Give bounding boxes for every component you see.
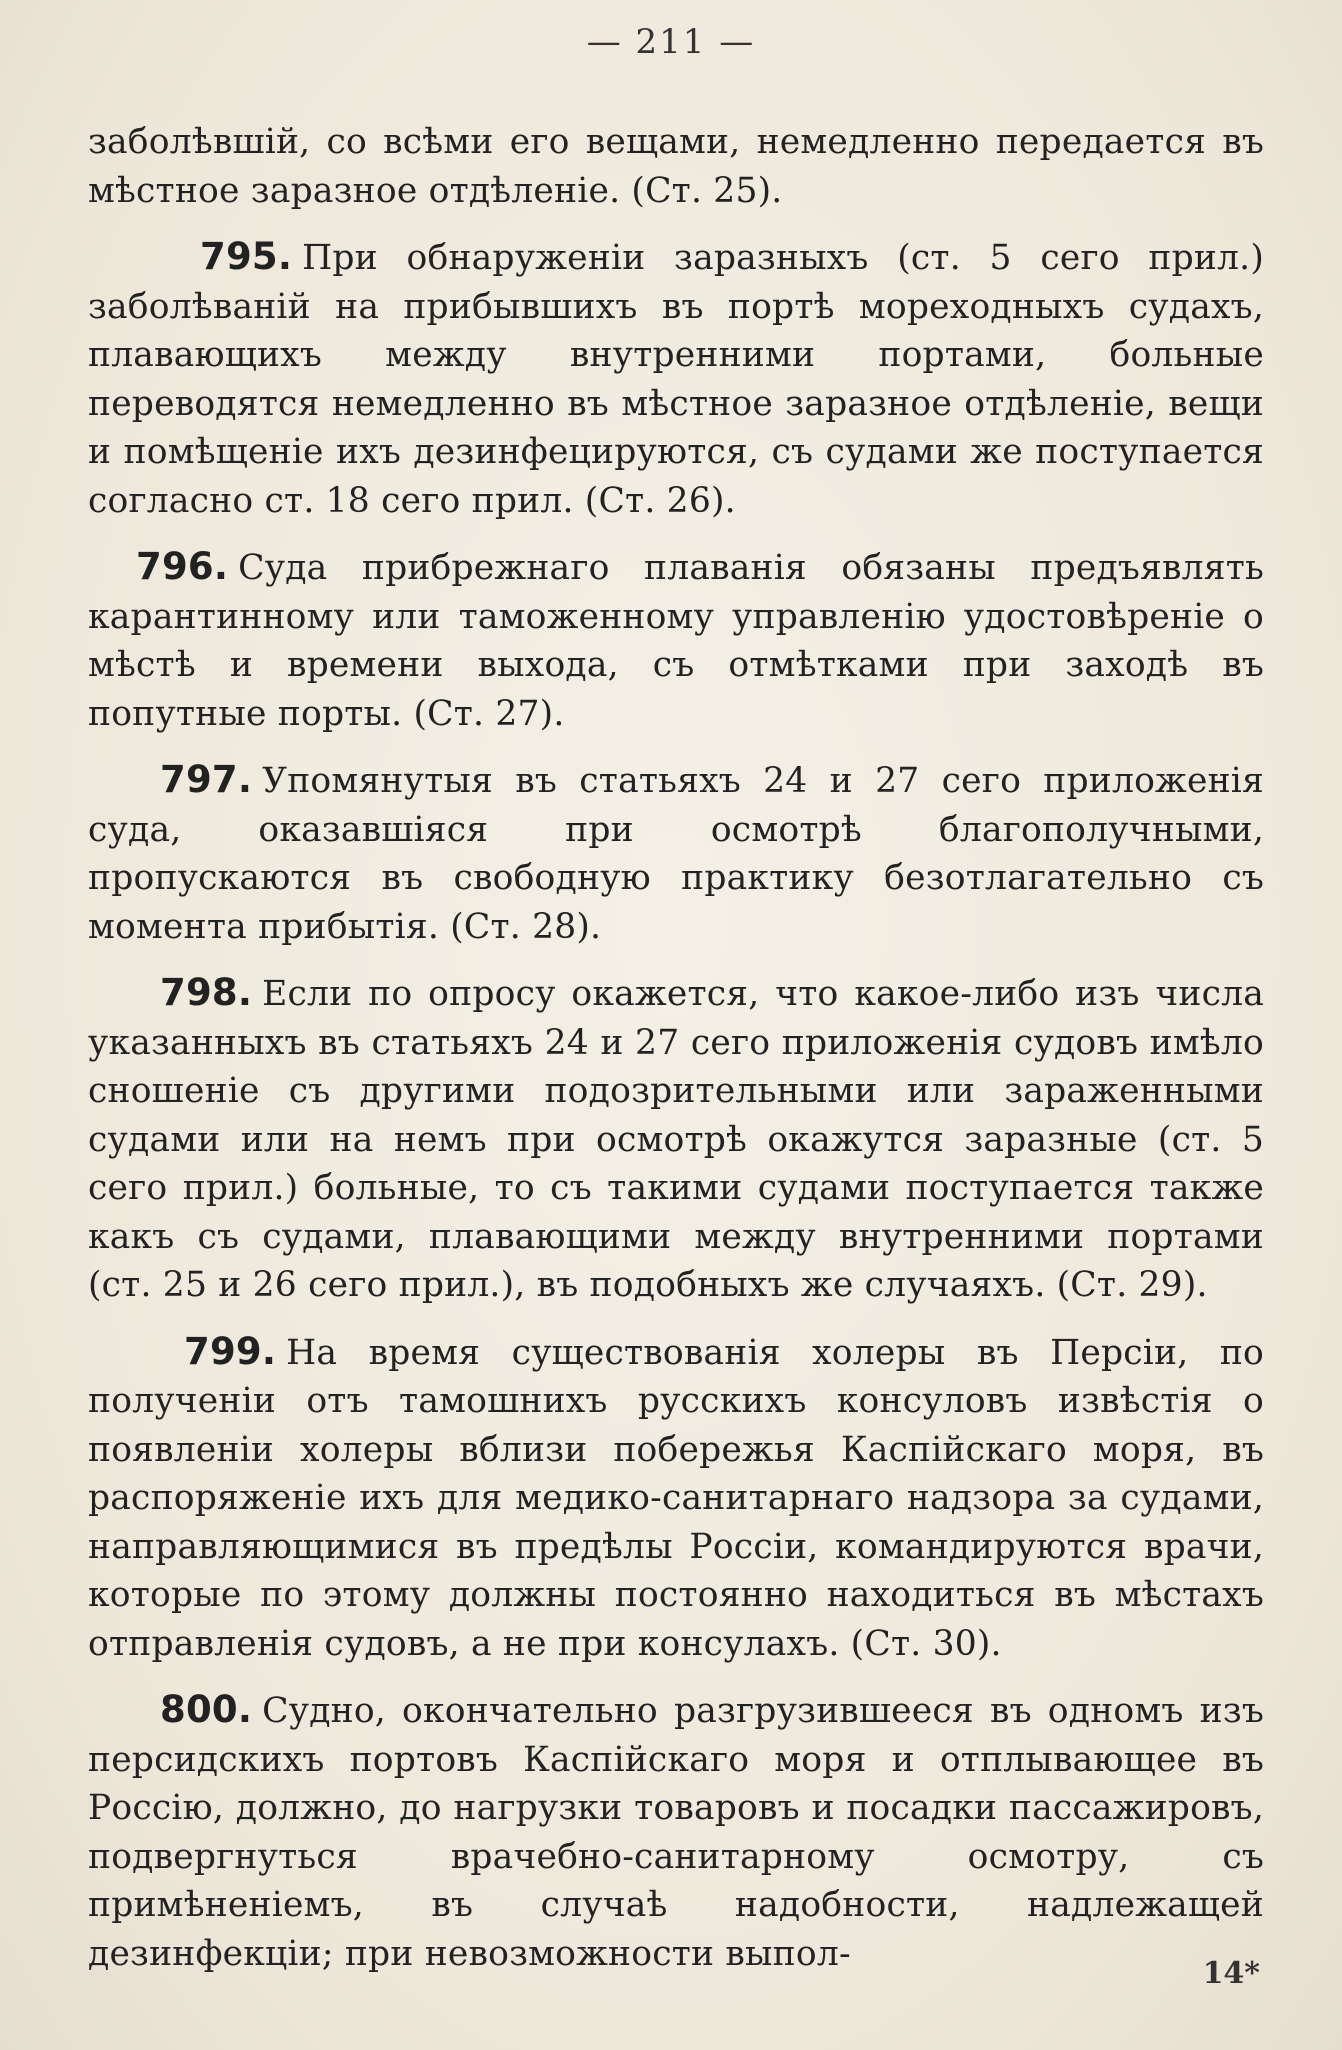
article-text: На время существованія холеры въ Персіи, по полученіи отъ тамошнихъ русскихъ консуловъ извѣстія о появленіи холеры вблизи побережья Каспійскаго моря, въ распоряженіе ихъ для медико-санитарнаго надзора за судами, направляющимися въ предѣлы Россіи, командируются врачи, которые по этому должны постоянно находиться въ мѣстахъ отправленія судовъ, а не при консулахъ. (Ст. 30). — [88, 1332, 1264, 1664]
article-number: 798. — [160, 971, 253, 1014]
article-text: Упомянутыя въ статьяхъ 24 и 27 сего приложенія суда, оказавшіяся при осмотрѣ благополучными, пропускаются въ свободную практику безотлагательно съ момента прибытія. (Ст. 28). — [88, 761, 1264, 947]
page-number-header: — 211 — — [586, 22, 756, 62]
article-text: Судно, окончательно разгрузившееся въ одномъ изъ персидскихъ портовъ Каспійскаго моря и отплывающее въ Россію, должно, до нагрузки товаровъ и посадки пассажировъ, подвергнуться врачебно-санитарному осмотру, съ примѣненіемъ, въ случаѣ надобности, надлежащей дезинфекціи; при невозможности выпол- — [88, 1691, 1264, 1974]
article-799 — [88, 1328, 1264, 1669]
article-number: 797. — [160, 758, 253, 801]
article-795 — [88, 233, 1264, 525]
paragraph-text: заболѣвшій, со всѣми его вещами, немедленно передается въ мѣстное заразное отдѣленіе. (Ст. 25). — [88, 122, 1264, 211]
article-number: 800. — [160, 1688, 253, 1731]
signature-mark: 14* — [1202, 1956, 1260, 1991]
page-body — [88, 118, 1264, 1996]
article-798 — [88, 969, 1264, 1310]
article-text: Если по опросу окажется, что какое-либо изъ числа указанныхъ въ статьяхъ 24 и 27 сего приложенія судовъ имѣло сношеніе съ другими подозрительными или зараженными судами или на немъ при осмотрѣ окажутся заразные (ст. 5 сего прил.) больные, то съ такими судами поступается также какъ съ судами, плавающими между внутренними портами (ст. 25 и 26 сего прил.), въ подобныхъ же случаяхъ. (Ст. 29). — [88, 974, 1264, 1305]
article-number: 799. — [184, 1329, 277, 1373]
article-number: 796. — [136, 545, 229, 588]
article-text: Суда прибрежнаго плаванія обязаны предъявлять карантинному или таможенному управленію удостовѣреніе о мѣстѣ и времени выхода, съ отмѣтками при заходѣ въ попутные порты. (Ст. 27). — [88, 548, 1264, 734]
paragraph-continuation — [88, 118, 1264, 215]
article-text: При обнаруженіи заразныхъ (ст. 5 сего прил.) заболѣваній на прибывшихъ въ портѣ мореходныхъ судахъ, плавающихъ между внутренними портами, больные переводятся немедленно въ мѣстное заразное отдѣленіе, вещи и помѣщеніе ихъ дезинфецируются, съ судами же поступается согласно ст. 18 сего прил. (Ст. 26). — [88, 238, 1264, 521]
article-800 — [88, 1686, 1264, 1978]
article-797 — [88, 756, 1264, 951]
article-number: 795. — [200, 235, 293, 278]
article-796 — [88, 543, 1264, 738]
